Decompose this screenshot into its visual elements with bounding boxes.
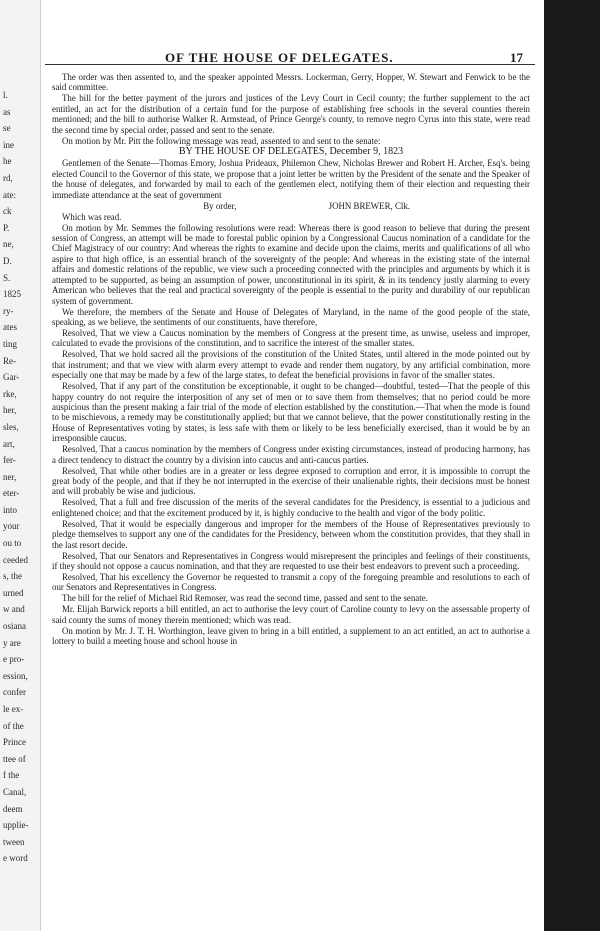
resolution-7: Resolved, That it would be especially dangerous and improper for the members of the House of Representatives previously to pledge themselves to support any one of the candidates for the Presidency, between whom the constitution provides, that they shall in the last resort decide. [52,518,530,550]
paragraph-which-was-read: Which was read. [62,211,122,222]
margin-fragment: ne, [3,239,14,249]
margin-fragment: ates [3,322,17,332]
margin-fragment: into [3,505,18,515]
margin-fragment: se [3,123,11,133]
margin-fragment: s, the [3,571,22,581]
margin-fragment: ck [3,206,12,216]
margin-fragment: rd, [3,173,13,183]
margin-fragment: ate: [3,190,16,200]
margin-fragment: sles, [3,422,19,432]
running-head: OF THE HOUSE OF DELEGATES. [165,50,394,65]
margin-fragment: as [3,107,11,117]
resolution-9: Resolved, That his excellency the Governor be requested to transmit a copy of the foregoing preamble and resolutions to each of our Senators and Representatives in Congress. [52,572,530,593]
margin-fragment: ttee of [3,754,26,764]
paragraph-message: Gentlemen of the Senate—Thomas Emory, Joshua Prideaux, Philemon Chew, Nicholas Brewer and Robert H. Archer, Esq's. being elected Council to the Governor of this state, we propose that a joint letter be written by the President of the senate and the Speaker of the house of delegates, and forwarded by mail to each of the gentlemen elect, notifying them of their election and requesting their immediate attendance at the seat of government [52,158,530,200]
margin-fragment: deem [3,804,23,814]
margin-fragment: tween [3,837,25,847]
margin-fragment: l. [3,90,8,100]
margin-fragment: D. [3,256,12,266]
paragraph-committee: The order was then assented to, and the speaker appointed Messrs. Lockerman, Gerry, Hopper, W. Stewart and Fenwick to be the said committee. [52,72,530,93]
margin-fragment: le ex- [3,704,24,714]
resolution-3: Resolved, That if any part of the constitution be exceptionable, it ought to be changed—doubtful, tested—That the people of this happy country do not require the interposition of any set of men or to save them from themselves; that no period could be more auspicious than the present making a fair trial of the mode of election established by the constitution.—That when the mode is found to be mischievous, a remedy may be constitutionally applied; but that we cannot believe, that the power constitutionally resting in the House of Representatives voting by states, is less safe with them or likely to be less beneficially exercised, than it would be by an irresponsible caucus. [52,381,530,444]
margin-fragment: ou to [3,538,22,548]
margin-fragment: Gar- [3,372,20,382]
clerk-signature: JOHN BREWER, Clk. [328,200,410,211]
margin-fragment: e word [3,853,28,863]
resolution-4: Resolved, That a caucus nomination by the members of Congress under existing circumstances, instead of producing harmony, has a direct tendency to distract the country by a division into caucus and anti-caucus parties. [52,444,530,465]
margin-fragment: ry- [3,306,14,316]
margin-fragment: her, [3,405,17,415]
by-order: By order, [203,200,237,211]
margin-fragment: of the [3,721,24,731]
journal-body [52,72,530,647]
margin-fragment: P. [3,223,10,233]
margin-fragment: eter- [3,488,20,498]
resolution-8: Resolved, That our Senators and Representatives in Congress would misrepresent the principles and feelings of their constituents, if they should not oppose a caucus nomination, and that they are requested to use their best endeavors to prevent such a proceeding. [52,550,530,571]
margin-fragment: ting [3,339,18,349]
margin-fragment: ine [3,140,14,150]
margin-fragment: rke, [3,389,17,399]
margin-fragment: urned [3,588,24,598]
margin-fragment: fer- [3,455,16,465]
margin-fragment: upplie- [3,820,29,830]
paragraph-barwick-bill: Mr. Elijah Barwick reports a bill entitled, an act to authorise the levy court of Caroline county to levy on the assessable property of said county the sums of money therein mentioned; which was read. [52,604,530,625]
margin-fragment: Prince [3,737,26,747]
paragraph-whereas: On motion by Mr. Semmes the following resolutions were read: Whereas there is good reason to believe that during the present session of Congress, an attempt will be made to forestal public opinion by a Congressional Caucus nomination of a candidate for the Chief Magistracy of our country: And whereas the rights to examine and decide upon the claims, merits and qualifications of all who aspire to that high office, is an essential branch of the sovereignty of the people: And whereas in the existing state of the internal affairs and domestic relations of the republic, we view such a proceeding connected with the principles and arguments by which it is attempted to be supported, as being an assumption of power, unconstitutional in its spirit, & in its tendency justly alarming to every American who believes that the real and practical sovereignty of the people is essential to the purity and durability of our republican system of government. [52,222,530,306]
margin-fragment: ner, [3,472,17,482]
margin-fragment: osiana [3,621,26,631]
page-number: 17 [510,50,523,65]
resolution-5: Resolved, That while other bodies are in a greater or less degree exposed to corruption and error, it is impossible to corrupt the great body of the people, and that if they be not interrupted in the exercise of their unalienable rights, their decisions must be honest and will probably be wise and judicious. [52,465,530,497]
paragraph-relief-bill: The bill for the relief of Michael Rid Remoser, was read the second time, passed and sent to the senate. [62,593,428,604]
margin-fragment: e pro- [3,654,25,664]
margin-fragment: S. [3,273,11,283]
margin-fragment: he [3,156,12,166]
margin-fragment: f the [3,770,20,780]
margin-fragment: Re- [3,356,16,366]
margin-fragment: art, [3,439,15,449]
resolution-6: Resolved, That a full and free discussion of the merits of the several candidates for the Presidency, is essential to a judicious and enlightened choice; and that the excitement produced by it, is highly conducive to the health and vigor of the body politic. [52,497,530,518]
signature-line [52,201,530,211]
message-heading: BY THE HOUSE OF DELEGATES, December 9, 1823 [178,146,404,158]
margin-fragment: Canal, [3,787,27,797]
scan-border [544,0,600,931]
margin-fragment: ession, [3,671,28,681]
paragraph-motion-pitt: On motion by Mr. Pitt the following message was read, assented to and sent to the senate: [62,135,381,146]
resolution-2: Resolved, That we hold sacred all the provisions of the constitution of the United States, until altered in the mode pointed out by that instrument; and that we view with alarm every attempt to evade and render them nugatory, by any artificial combination, more especially one that may be made by a few of the large states, to defeat the beneficial provisions in favor of the smaller states. [52,349,530,381]
margin-fragment: w and [3,604,25,614]
paragraph-worthington-motion: On motion by Mr. J. T. H. Worthington, leave given to bring in a bill entitled, a supplement to an act entitled, an act to authorise a lottery to build a meeting house and school house in [52,625,530,647]
previous-page-edge [0,0,41,931]
paragraph-we-therefore: We therefore, the members of the Senate and House of Delegates of Maryland, in the name of the good people of the state, speaking, as we believe, the sentiments of our constituents, have therefore, [52,306,530,327]
margin-fragment: y are [3,638,21,648]
margin-fragment: 1825 [3,289,21,299]
margin-fragment: your [3,521,20,531]
margin-fragment: confer [3,687,26,697]
resolution-1: Resolved, That we view a Caucus nomination by the members of Congress at the present time, as unwise, useless and improper, calculated to evade the provisions of the constitution, and to sacrifice the interest of the smaller states. [52,327,530,349]
paragraph-bills-passed: The bill for the better payment of the jurors and justices of the Levy Court in Cecil county; the further supplement to the act entitled, an act for the distribution of a certain fund for the purpose of establishing free schools in the several counties therein mentioned; and the bill to authorise Walker R. Armstead, of Prince George's county, to remove negro Cyrus into this state, were read the second time by special order, passed and sent to the senate. [52,93,530,135]
margin-fragment: ceeded [3,555,28,565]
